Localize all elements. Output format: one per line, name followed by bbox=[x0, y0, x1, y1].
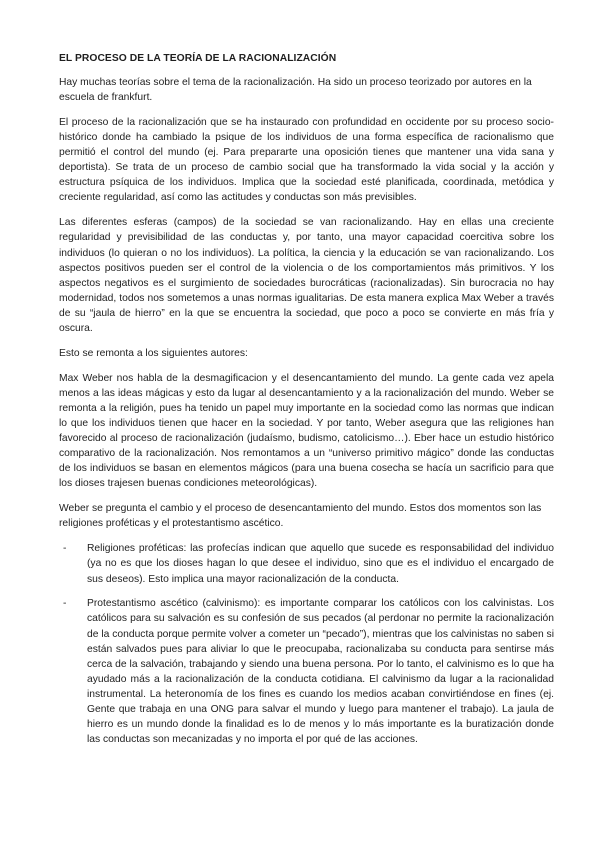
paragraph-intro: Hay muchas teorías sobre el tema de la racionalización. Ha sido un proceso teorizado por autores en la escuela de frankfurt. bbox=[59, 77, 532, 104]
list-bullet: - bbox=[63, 543, 67, 555]
list-bullet: - bbox=[63, 598, 67, 610]
paragraph-max-weber: Max Weber nos habla de la desmagificacion y el desencantamiento del mundo. La gente cada vez apela menos a las ideas mágicas y esto da lugar al desencantamiento y a la racionalización del mundo. Weber se remonta a la religión, pues ha tenido un papel muy importante en la sociedad como las normas que indican lo que los individuos tienen que hacer en la sociedad. Y por tanto, Weber asegura que las religiones han favorecido al proceso de racionalización (judaísmo, budismo, catolicismo…). Eber hace un estudio histórico comparativo de la racionalización. Nos remontamos a un “universo primitivo mágico” donde las conductas de los individuos se basan en elementos mágicos (para una buena cosecha se hacía un sacrificio para que los dioses trajesen buenas condiciones meteorológicas). bbox=[59, 372, 554, 490]
paragraph-racionalizacion-proceso: El proceso de la racionalización que se ha instaurado con profundidad en occidente por su proceso socio-histórico donde ha cambiado la psique de los individuos de una forma específica de racionalismo que permitió el control del mundo (ej. Para prepararte una oposición tienes que mantener una vida sana y deportista). Se trata de un proceso de cambio social que ha transformado la vida social y la acción y estructura psíquica de los individuos. Implica que la sociedad esté planificada, coordinada, metódica y creciente regularidad, así como las actitudes y conductas son más previsibles. bbox=[59, 116, 554, 204]
list-item bbox=[63, 596, 554, 747]
paragraph-autores-intro: Esto se remonta a los siguientes autores: bbox=[59, 347, 248, 359]
paragraph-weber-pregunta: Weber se pregunta el cambio y el proceso de desencantamiento del mundo. Estos dos momentos son las religiones proféticas y el protestantismo ascético. bbox=[59, 503, 542, 530]
paragraph-esferas-sociedad: Las diferentes esferas (campos) de la sociedad se van racionalizando. Hay en ellas una creciente regularidad y previsibilidad de las conductas y, por tanto, una mayor capacidad coercitiva sobre los individuos (lo quieran o no los individuos). La política, la ciencia y la educación se van racionalizando. Los aspectos positivos pueden ser el control de la violencia o de los comportamientos más primitivos. Y los aspectos negativos es el surgimiento de sociedades burocráticas (racionalizadas). Sin burocracia no hay modernidad, todos nos sometemos a unas normas igualitarias. De esta manera explica Max Weber a través de su “jaula de hierro” en la que se encuentra la sociedad, que poco a poco se convierte en más fría y oscura. bbox=[59, 217, 554, 334]
document-title: EL PROCESO DE LA TEORÍA DE LA RACIONALIZACIÓN bbox=[59, 53, 337, 64]
dash-list bbox=[59, 541, 554, 747]
list-item-text: Protestantismo ascético (calvinismo): es importante comparar los católicos con los calvinistas. Los católicos para su salvación es su confesión de sus pecados (al perdonar no permite la racionalización de la conducta porque permite volver a cometer un “pecado”), mientras que los calvinistas no saben si están salvados pues para aliviar lo que le preocupaba, racionalizaba su conducta para sentirse más cerca de la salvación, trabajando y siendo una buena persona. Por lo tanto, el calvinismo es lo que ha ayudado más a la racionalización de la conducta cotidiana. El calvinismo da lugar a la racionalidad instrumental. La heteronomía de los fines es cuando los medios acaban convirtiéndose en fines (ej. Gente que trabaja en una ONG para salvar el mundo y luego para mantener el trabajo). La jaula de hierro es un mundo donde la finalidad es lo de menos y lo más importante es la buratización donde las conductas son mecanizadas y no importa el por qué de las acciones. bbox=[87, 598, 554, 746]
list-item bbox=[63, 541, 554, 586]
list-item-text: Religiones proféticas: las profecías indican que aquello que sucede es responsabilidad del individuo (ya no es que los dioses hagan lo que desee el individuo, sino que es el individuo el encargado de sus deseos). Esto implica una mayor racionalización de la conducta. bbox=[87, 543, 554, 585]
